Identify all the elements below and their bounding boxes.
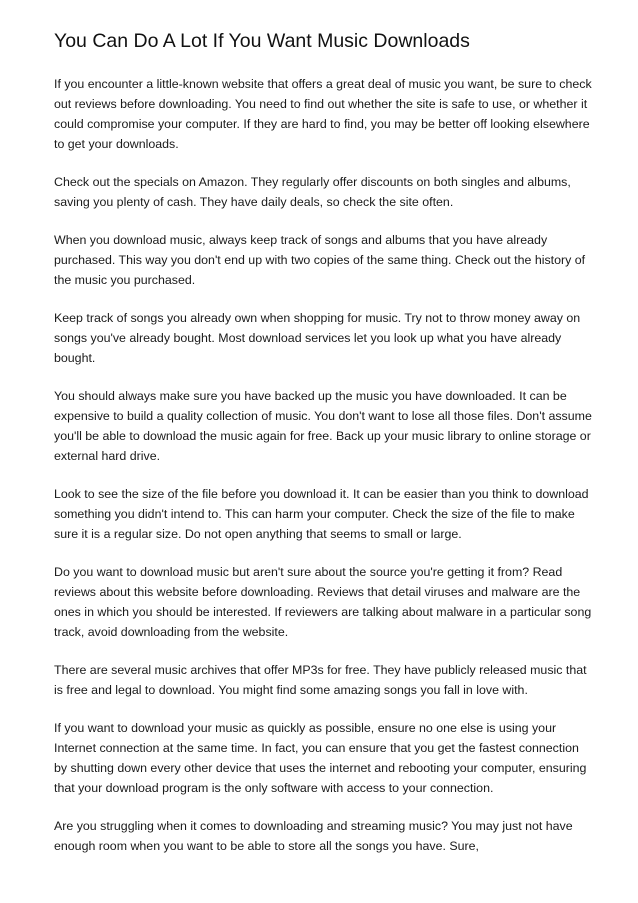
paragraph-track-purchases: When you download music, always keep track of songs and albums that you have already purchased. This way you don't end up with two copies of the same thing. Check out the history of the music you purchased. [54, 233, 586, 287]
paragraph-check-file-size: Look to see the size of the file before you download it. It can be easier than you think to download something you didn't intend to. This can harm your computer. Check the size of the file to make sure it is a regular size. Do not open anything that seems to small or large. [54, 487, 589, 541]
paragraph-backup-music: You should always make sure you have backed up the music you have downloaded. It can be expensive to build a quality collection of music. You don't want to lose all those files. Don't assume you'll be able to download the music again for free. Back up your music library to online storage or external hard drive. [54, 389, 592, 463]
paragraph-check-reviews: If you encounter a little-known website that offers a great deal of music you want, be sure to check out reviews before downloading. You need to find out whether the site is safe to use, or whether it could compromise your computer. If they are hard to find, you may be better off looking elsewhere to get your downloads. [54, 77, 592, 151]
paragraph-read-reviews: Do you want to download music but aren't sure about the source you're getting it from? Read reviews about this website before downloading. Reviews that detail viruses and malware are the ones in which you should be interested. If reviewers are talking about malware in a particular song track, avoid downloading from the website. [54, 565, 592, 639]
paragraph-fast-download: If you want to download your music as quickly as possible, ensure no one else is using your Internet connection at the same time. In fact, you can ensure that you get the fastest connection by shutting down every other device that uses the internet and rebooting your computer, ensuring that your download program is the only software with access to your connection. [54, 721, 587, 795]
document-page [54, 28, 594, 856]
paragraph-amazon-specials: Check out the specials on Amazon. They regularly offer discounts on both singles and albums, saving you plenty of cash. They have daily deals, so check the site often. [54, 175, 571, 209]
paragraph-free-archives: There are several music archives that offer MP3s for free. They have publicly released music that is free and legal to download. You might find some amazing songs you fall in love with. [54, 663, 587, 697]
paragraph-storage-space: Are you struggling when it comes to downloading and streaming music? You may just not have enough room when you want to be able to store all the songs you have. Sure, [54, 819, 573, 853]
paragraph-track-owned-songs: Keep track of songs you already own when shopping for music. Try not to throw money away on songs you've already bought. Most download services let you look up what you have already bought. [54, 311, 581, 365]
document-title: You Can Do A Lot If You Want Music Downloads [54, 30, 470, 52]
